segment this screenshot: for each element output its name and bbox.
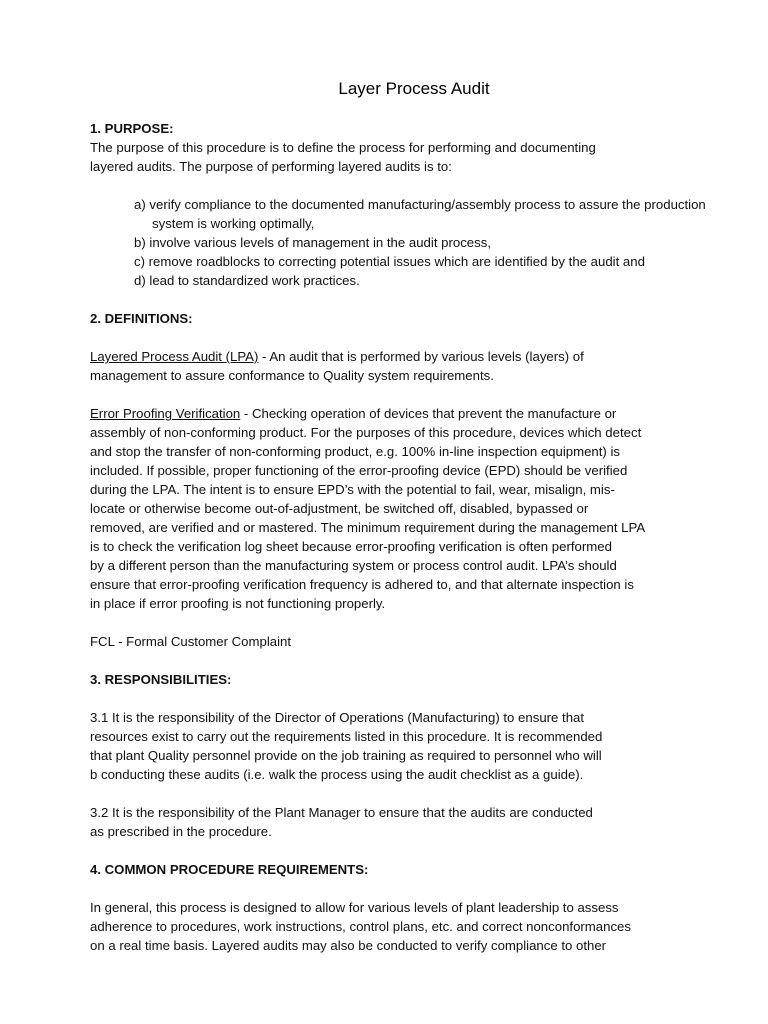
epv-definition-line [90,404,738,423]
list-item: c) remove roadblocks to correcting potential issues which are identified by the audit and [134,254,645,269]
definitions-heading: 2. DEFINITIONS: [90,311,193,326]
document-title: Layer Process Audit [338,79,490,98]
lpa-definition-line [90,347,738,366]
responsibility-line: 3.1 It is the responsibility of the Director of Operations (Manufacturing) to ensure that [90,710,585,725]
epv-definition-line: included. If possible, proper functioning of the error-proofing device (EPD) should be verified [90,463,628,478]
responsibility-line: that plant Quality personnel provide on the job training as required to personnel who will [90,748,602,763]
epv-text: - Checking operation of devices that prevent the manufacture or [240,406,617,421]
list-item: d) lead to standardized work practices. [134,273,360,288]
epv-term: Error Proofing Verification [90,406,241,421]
responsibility-line: resources exist to carry out the requirements listed in this procedure. It is recommended [90,729,603,744]
epv-definition-line: in place if error proofing is not functioning properly. [90,596,386,611]
epv-definition-line: locate or otherwise become out-of-adjustment, be switched off, disabled, bypassed or [90,501,589,516]
epv-definition-line: during the LPA. The intent is to ensure EPD’s with the potential to fail, wear, misalign, mis- [90,482,615,497]
list-item: b) involve various levels of management in the audit process, [134,235,491,250]
lpa-text: - An audit that is performed by various levels (layers) of [258,349,584,364]
purpose-heading: 1. PURPOSE: [90,121,174,136]
responsibilities-heading: 3. RESPONSIBILITIES: [90,672,232,687]
responsibility-line: 3.2 It is the responsibility of the Plant Manager to ensure that the audits are conducted [90,805,593,820]
epv-definition-line: assembly of non-conforming product. For the purposes of this procedure, devices which detect [90,425,642,440]
common-requirements-heading: 4. COMMON PROCEDURE REQUIREMENTS: [90,862,369,877]
lpa-definition-line: management to assure conformance to Quality system requirements. [90,368,494,383]
common-requirements-line: In general, this process is designed to allow for various levels of plant leadership to assess [90,900,619,915]
purpose-line: layered audits. The purpose of performing layered audits is to: [90,159,452,174]
purpose-line: The purpose of this procedure is to define the process for performing and documenting [90,140,596,155]
purpose-list [90,195,738,290]
common-requirements-line: on a real time basis. Layered audits may also be conducted to verify compliance to other [90,938,607,953]
common-requirements-line: adherence to procedures, work instructions, control plans, etc. and correct nonconformances [90,919,631,934]
epv-definition-line: by a different person than the manufacturing system or process control audit. LPA’s should [90,558,617,573]
epv-definition-line: ensure that error-proofing verification frequency is adhered to, and that alternate inspection is [90,577,634,592]
epv-definition-line: removed, are verified and or mastered. The minimum requirement during the management LPA [90,520,646,535]
epv-definition-line: and stop the transfer of non-conforming product, e.g. 100% in-line inspection equipment) is [90,444,621,459]
fcl-definition: FCL - Formal Customer Complaint [90,634,292,649]
lpa-term: Layered Process Audit (LPA) [90,349,259,364]
list-item: a) verify compliance to the documented manufacturing/assembly process to assure the production system is working optimally, [134,197,706,231]
responsibility-line: b conducting these audits (i.e. walk the process using the audit checklist as a guide). [90,767,584,782]
epv-definition-line: is to check the verification log sheet because error-proofing verification is often performed [90,539,612,554]
responsibility-line: as prescribed in the procedure. [90,824,272,839]
